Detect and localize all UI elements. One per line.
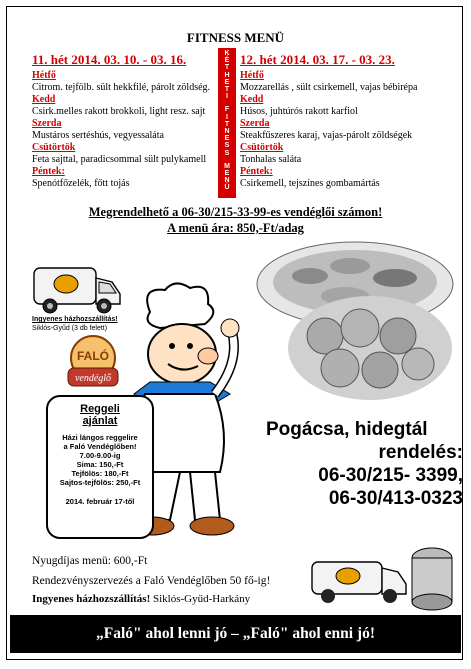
breakfast-title: Reggeli (80, 403, 120, 415)
breakfast-line: Sima: 150,-Ft (76, 460, 124, 469)
pension-menu-price: Nyugdíjas menü: 600,-Ft (32, 555, 148, 567)
events-line: Rendezvényszervezés a Faló Vendéglőben 50 fő-ig! (32, 575, 271, 587)
week1-heading: 11. hét 2014. 03. 10. - 03. 16. (32, 52, 187, 67)
vertical-banner-letter: H (224, 71, 230, 79)
dish-text: Csirk.melles rakott brokkoli, light resz. sajt (32, 106, 206, 117)
delivery-note-area: Siklós-Gyűd (3 db felett) (32, 325, 108, 332)
breakfast-line: 7.00-9.00-ig (79, 451, 121, 460)
vertical-banner-letter: T (224, 64, 230, 72)
day-label: Szerda (32, 118, 62, 129)
dish-text: Steakfűszeres karaj, vajas-párolt zöldségek (240, 130, 413, 141)
vertical-banner-letter: N (224, 177, 230, 185)
menu-title: FITNESS MENÜ (186, 30, 285, 45)
vertical-banner-letter: E (224, 170, 230, 178)
vertical-banner-letter: E (224, 78, 230, 86)
dish-text: Tonhalas saláta (240, 154, 302, 165)
delivery-area: Siklós-Gyűd-Harkány (153, 593, 251, 605)
vertical-banner-letter: T (224, 120, 230, 128)
vertical-banner-letter: N (224, 128, 230, 136)
vertical-banner-letter: I (226, 93, 228, 101)
vertical-banner-letter: M (224, 162, 230, 170)
vertical-banner-letter: I (226, 113, 228, 121)
day-label: Péntek: (240, 166, 273, 177)
day-label: Kedd (32, 94, 56, 105)
breakfast-date: 2014. február 17-től (65, 497, 135, 506)
day-label: Péntek: (32, 166, 65, 177)
vertical-banner-letter: T (224, 86, 230, 94)
breakfast-subtitle: ajánlat (82, 415, 118, 427)
dish-text: Mozzarellás , sült csirkemell, vajas bébirépa (240, 82, 418, 93)
dish-text: Mustáros sertéshús, vegyessaláta (32, 130, 164, 141)
vertical-banner-letter: K (224, 50, 230, 57)
breakfast-line: Sajtos-tejfölös: 250,-Ft (59, 478, 141, 487)
delivery-note-title: Ingyenes házhozszállítás! (32, 316, 118, 323)
vertical-banner-text (218, 50, 236, 192)
dish-text: Csirkemell, tejszínes gombamártás (240, 178, 380, 189)
week2-menu (240, 70, 455, 190)
dish-text: Spenótfőzelék, főtt tojás (32, 178, 130, 189)
bottom-van-illustration (308, 544, 458, 612)
breakfast-line: Tejfölös: 180,-Ft (71, 469, 129, 478)
pogacsa-title: Pogácsa, hidegtál (266, 419, 428, 440)
pogacsa-phone-2: 06-30/413-0323 (328, 488, 463, 509)
vertical-banner-letter: F (224, 106, 230, 114)
day-label: Csütörtök (240, 142, 284, 153)
day-label: Hétfő (32, 70, 56, 81)
day-label: Szerda (240, 118, 270, 129)
day-label: Hétfő (240, 70, 264, 81)
day-label: Csütörtök (32, 142, 76, 153)
menu-price: A menü ára: 850,-Ft/adag (167, 221, 304, 235)
logo-subtitle: vendéglő (74, 373, 112, 384)
week2-heading: 12. hét 2014. 03. 17. - 03. 23. (240, 52, 395, 67)
food-platter-photo (250, 236, 455, 411)
delivery-free-label: Ingyenes házhozszállítás! (32, 593, 151, 605)
pogacsa-order-block (258, 418, 463, 510)
pogacsa-subtitle: rendelés: (378, 442, 463, 463)
dish-text: Húsos, juhtúrós rakott karfiol (240, 106, 358, 117)
footer-slogan: „Faló" ahol lenni jó – „Faló" ahol enni jó! (10, 615, 461, 653)
day-label: Kedd (240, 94, 264, 105)
pogacsa-phone-1: 06-30/215- 3399, (318, 465, 463, 486)
breakfast-offer-box (46, 395, 154, 539)
logo-name: FALÓ (77, 349, 109, 363)
breakfast-line: Házi lángos reggelire (62, 433, 138, 442)
vertical-banner-letter: E (224, 135, 230, 143)
breakfast-line: a Faló Vendéglőben! (63, 442, 137, 451)
vertical-banner-letter: É (224, 57, 230, 65)
dish-text: Citrom. tejfölb. sült hekkfilé, párolt zöldség. (32, 82, 211, 93)
delivery-line (32, 593, 250, 605)
order-phone-line: Megrendelhető a 06-30/215-33-99-es vendéglői számon! (88, 205, 383, 219)
vertical-banner-letter: S (224, 149, 230, 157)
week1-menu (32, 70, 217, 190)
dish-text: Feta sajttal, paradicsommal sült pulykamell (32, 154, 207, 165)
vertical-banner-letter: Ü (224, 184, 230, 192)
vertical-banner-letter: S (224, 142, 230, 150)
